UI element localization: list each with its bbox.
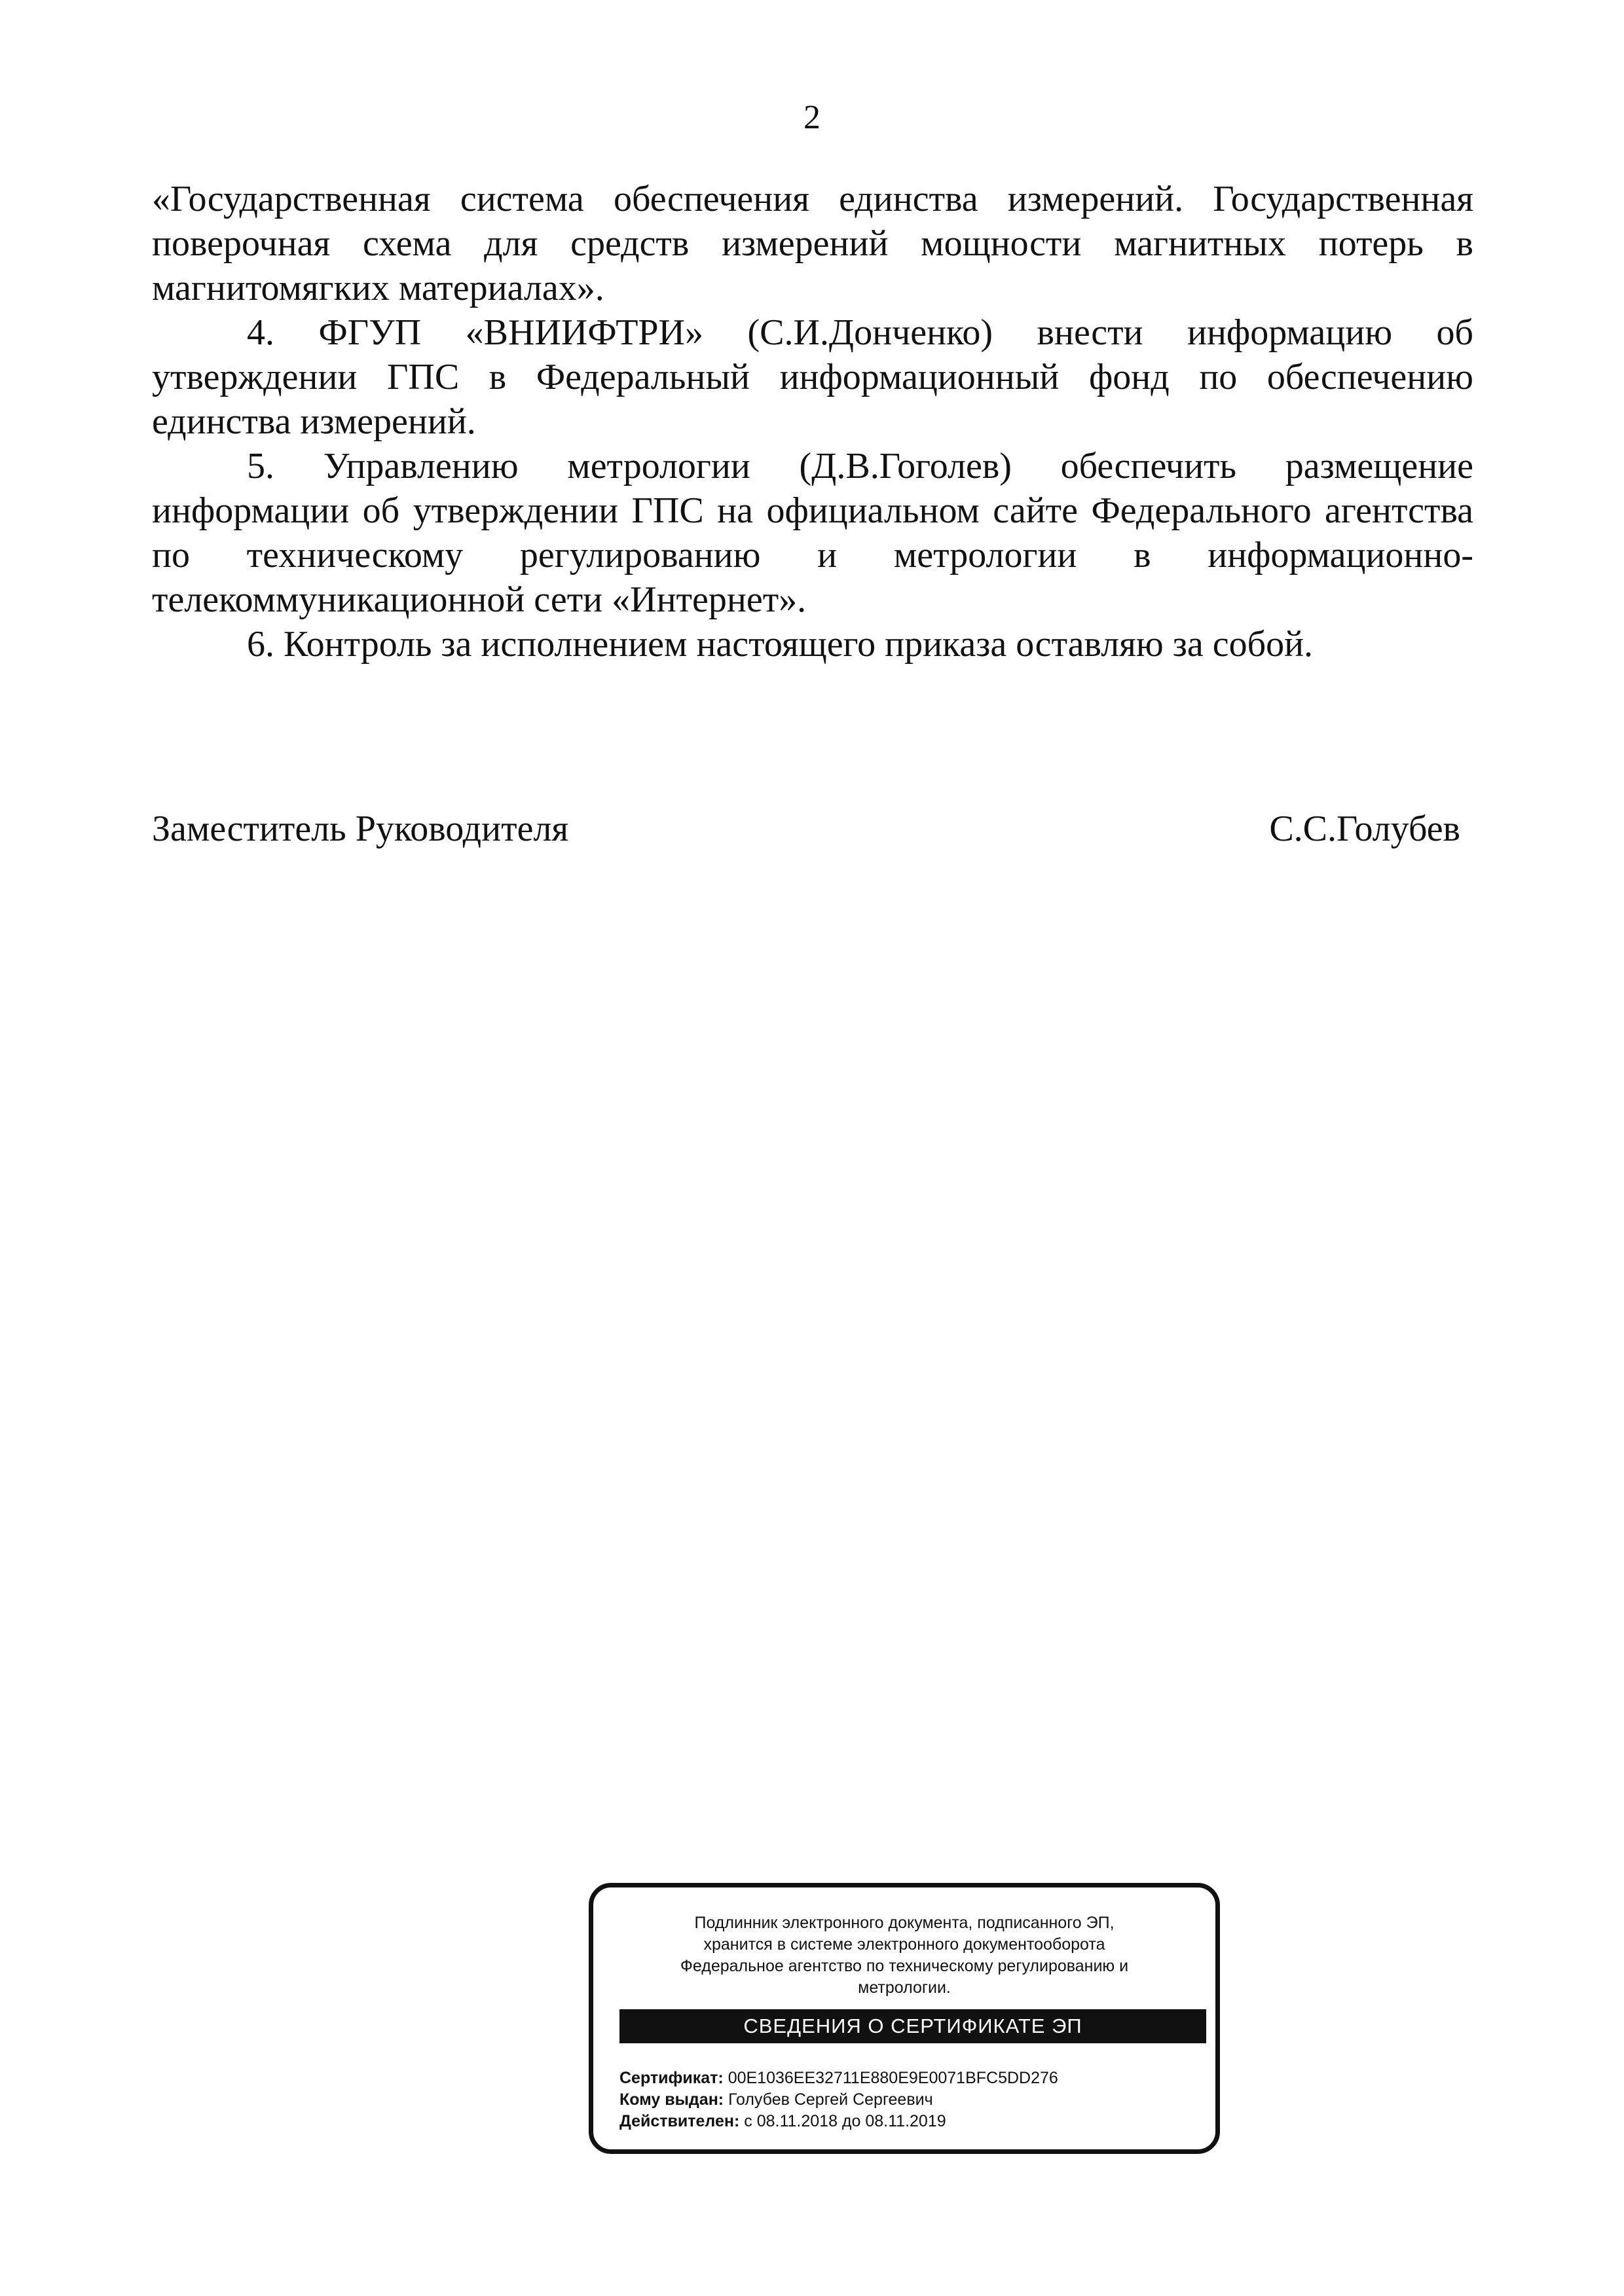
paragraph-4: [152, 310, 1473, 444]
paragraph-intro: «Государственная система обеспечения единства измерений. Государственная поверочная схема для средств измерений мощности магнитных потерь в магнитомягких материалах».: [152, 179, 1473, 308]
paragraph-5-number: 5.: [247, 446, 274, 486]
electronic-signature-stamp: [589, 1883, 1220, 2154]
paragraph-4-number: 4.: [247, 312, 274, 353]
stamp-validity-row: [619, 2111, 1196, 2132]
stamp-header-line: хранится в системе электронного документооборота: [703, 1935, 1105, 1954]
stamp-header-line: Федеральное агентство по техническому регулированию и: [680, 1957, 1129, 1975]
paragraph-5: [152, 444, 1473, 622]
paragraph-6-number: 6.: [247, 624, 274, 665]
paragraph-5-text: Управлению метрологии (Д.В.Гоголев) обеспечить размещение информации об утверждении ГПС на официальном сайте Федерального агентства по техническому регулированию и метрологии в информационно-телекоммуникационной сети «Интернет».: [152, 446, 1474, 620]
stamp-header-line: Подлинник электронного документа, подписанного ЭП,: [694, 1914, 1115, 1932]
paragraph-6: [152, 622, 1473, 666]
signatory-position: Заместитель Руководителя: [152, 809, 569, 849]
page-number: 2: [803, 99, 821, 136]
certificate-value: 00E1036EE32711E880E9E0071BFC5DD276: [728, 2069, 1058, 2087]
paragraph-6-text: Контроль за исполнением настоящего приказа оставляю за собой.: [284, 624, 1314, 665]
issued-to-label: Кому выдан:: [619, 2090, 724, 2109]
stamp-certificate-row: [619, 2068, 1196, 2089]
signature-block: [152, 807, 1460, 851]
valid-label: Действителен:: [619, 2112, 740, 2130]
certificate-label: Сертификат:: [619, 2069, 724, 2087]
paragraph-4-text: ФГУП «ВНИИФТРИ» (С.И.Донченко) внести информацию об утверждении ГПС в Федеральный информационный фонд по обеспечению единства измерений.: [152, 312, 1474, 442]
document-body: [152, 177, 1473, 666]
issued-to-value: Голубев Сергей Сергеевич: [728, 2090, 933, 2109]
stamp-header: [619, 1912, 1189, 1999]
stamp-issued-to-row: [619, 2089, 1196, 2111]
stamp-title-bar: СВЕДЕНИЯ О СЕРТИФИКАТЕ ЭП: [619, 2009, 1206, 2043]
valid-value: с 08.11.2018 до 08.11.2019: [744, 2112, 946, 2130]
signatory-name: С.С.Голубев: [1269, 809, 1460, 849]
stamp-certificate-details: [619, 2068, 1196, 2132]
stamp-header-line: метрологии.: [858, 1978, 951, 1997]
